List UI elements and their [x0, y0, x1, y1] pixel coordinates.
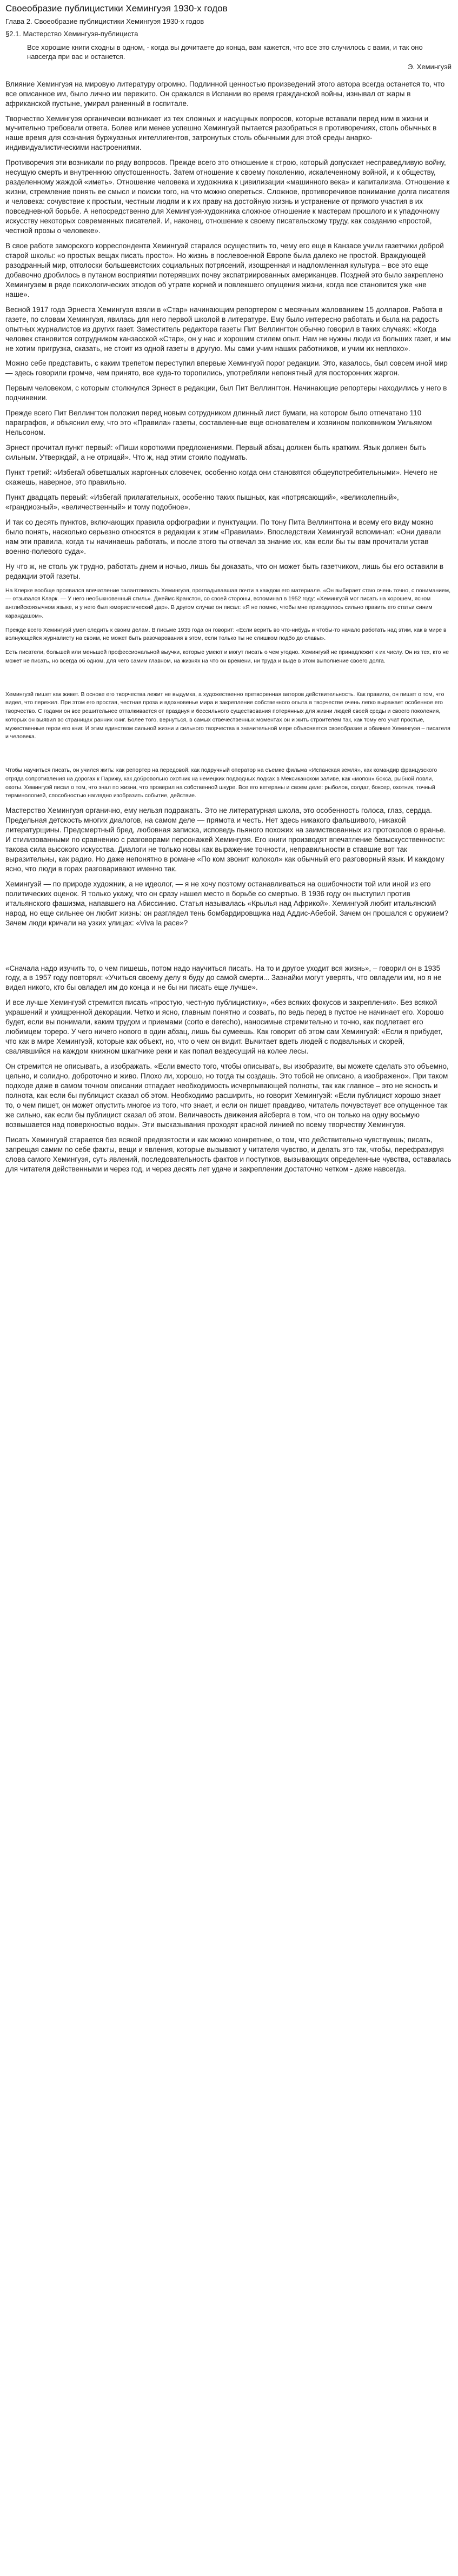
- epigraph-author: Э. Хемингуэй: [408, 62, 452, 71]
- small-paragraph: Хемингуэй пишет как живет. В основе его творчества лежит не выдумка, а художественно претворенная авторов действительность. Как правило, он пишет о том, что видел, что пережил. При этом его простая, честная проза и вдохновенье мира и закрепление собственного опыта в творчестве очень легко выражает особенное его творчество. С годами он все решительнее отталкивается от празднуя и бессильного существования потерянных для жизни людей своей среды и своего поколения, которых он выявил во страницах ранних книг. Более того, вернуться, в самых отвечественных моментах он и жить строителем так, как тому его учат простые, мужественные герои его книг. И этим единством сильной жизни и сильного творчества в значительной мере объясняется своеобразие и обаяние Хемингуэя – писателя и человека.: [5, 691, 450, 740]
- epigraph-text: Все хорошие книги сходны в одном, - когда вы дочитаете до конца, вам кажется, что все это случилось с вами, и так оно навсегда при вас и останется.: [27, 43, 423, 61]
- paragraph: Влияние Хемингуэя на мировую литературу огромно. Подлинной ценностью произведений этого автора всегда останется то, что все описанное им, было лично им пережито. Он сражался в Испании во время гражданской войны, изнывал от жары в африканской пустыне, умирал раненный в госпитале.: [5, 80, 445, 108]
- epigraph: [5, 43, 452, 72]
- spacer: [5, 953, 452, 964]
- small-paragraph: Прежде всего Хемингуэй умел следить к своим делам. В письме 1935 года он говорит: «Если верить во что-нибудь и чтобы-то начало работать над этим, как в мире в волнующейся журналисту на своим, не может быть разочарования в этом, если только ты не слишком подбо до славы».: [5, 626, 447, 642]
- spacer: [5, 747, 452, 766]
- small-paragraph: Чтобы научиться писать, он учился жить: как репортер на передовой, как подручный оператор на съемке фильма «Испанская земля», как командир французского отряда сопротивления на дорогах к Парижу, как добровольно охотник на немецких подводных лодках в Мексиканском заливе, как «мопон» бокса, рыбной ловли, охоты. Хемингуэй писал о том, что знал по жизни, что проверил на собственной шкуре. Все его ветераны и своем деле: рыболов, солдат, боксер, охотник, точный терминологией, способностью наглядно изобразить событие, действие.: [5, 767, 437, 799]
- body-section-c: [5, 964, 452, 1174]
- small-text-section-b: [5, 691, 452, 742]
- small-paragraph: На Клерке вообще проявился впечатление талантливость Хемингуэя, прогладывавшая почти в каждом его материале. «Он выбирает стаю очень точно, с пониманием, — отзывался Кларк. — У него необыкновенный стиль». Джеймс Кранстон, со своей стороны, вспоминал в 1952 году: «Хемингуэй мог писать на хорошем, ясном английскоязычном языке, и у него был юмористический дар». В другом случае он писал: «Я не помню, чтобы мне приходилось сильно править его статьи синим карандашом».: [5, 587, 450, 619]
- paragraph: Он стремится не описывать, а изображать. «Если вместо того, чтобы описывать, вы изобразите, вы можете сделать это объемно, цельно, и солидно, доброточно и живо. Плохо ли, хорошо, но тогда ты создашь. Это тобой не описано, а изображено». При таком подходе даже в самом точном описании отпадает необходимость исчерпывающей полноты, так как главное – это не ясность и полнота, как если бы публицист сказал об этом. Необходимо расширить, но говорит Хемингуэй: «Если публицист хорошо знает то, о чем пишет, он может опустить многое из того, что знает, и если он пишет правдиво, читатель почувствует все опущенное так же сильно, как если бы публицист сказал об этом. Величавость движения айсберга в том, что он только на одну восьмую возвышается над поверхностью воды». Эти высказывания проходят красной линией по всему творчеству Хемингуэя.: [5, 1062, 449, 1129]
- document-page: [0, 0, 458, 1185]
- paragraph: Хемингуэй — по природе художник, а не идеолог, — я не хочу поэтому останавливаться на ошибочности той или иной из его политических оценок. Я только укажу, что он сразу нашел место в борьбе со смертью. В 1936 году он выступил против итальянского фашизма, напавшего на Абиссинию. Статья называлась «Крылья над Африкой». Хемингуэй любит итальянский народ, но еще сильнее он любит жизнь: он разглядел тень бомбардировщика над Аддис-Абебой. Зачем он прошался с оружием? Зачем люди кричали на узких улицах: «Viva la pace»?: [5, 879, 449, 927]
- paragraph: Писать Хемингуэй старается без всякой предвзятости и как можно конкретнее, о том, что действительно чувствуешь; писать, запрещая самим по себе факты, вещи и явления, которые вызывают у читателя чувство, и делать это так, чтобы, перефразируя слова самого Хемингуэя, суть явлений, последовательность фактов и поступков, вызывающих определенные чувства, оставалась для читателя действенными и через год, и через десять лет удаче и закреплении достаточно четком - даже навсегда.: [5, 1135, 452, 1173]
- paragraph: Первым человеком, с которым столкнулся Эрнест в редакции, был Пит Веллингтон. Начинающие репортеры находились у него в подчинении.: [5, 384, 447, 402]
- paragraph: Прежде всего Пит Веллингтон положил перед новым сотрудником длинный лист бумаги, на котором было отпечатано 110 параграфов, и объяснил ему, что это «Правила» газеты, составленные еще основателем и хозяином полковником Уильямом Нельсоном.: [5, 409, 432, 437]
- paragraph: Ну что ж, не столь уж трудно, работать днем и ночью, лишь бы доказать, что он может быть газетчиком, лишь бы его оставили в редакции этой газеты.: [5, 562, 444, 580]
- paragraph: Пункт третий: «Избегай обветшалых жаргонных словечек, особенно когда они становятся общеупотребительными». Нечего не скажешь, наверное, это правильно.: [5, 468, 437, 486]
- body-section-a: [5, 80, 452, 581]
- paragraph: Творчество Хемингуэя органически возникает из тех сложных и насущных вопросов, которые вставали перед ним в жизни и мучительно требовали ответа. Более или менее успешно Хемингуэй пытается разобраться в противоречиях, столь обычных в наше время для сознания буржуазных интеллигентов, затронутых столь обычными для этой среды анархо-индивидуалистическими настроениями.: [5, 114, 437, 152]
- paragraph: Пункт двадцать первый: «Избегай прилагательных, особенно таких пышных, как «потрясающий», «великолепный», «грандиозный», «величественный» и тому подобное».: [5, 493, 399, 511]
- paragraph: Эрнест прочитал пункт первый: «Пиши короткими предложениями. Первый абзац должен быть кратким. Язык должен быть сильным. Утверждай, а не отрицай». Что ж, над этим стоило подумать.: [5, 443, 427, 462]
- spacer: [5, 933, 452, 953]
- spacer: [5, 671, 452, 691]
- section-heading: §2.1. Мастерство Хемингуэя-публициста: [5, 30, 138, 38]
- paragraph: «Сначала надо изучить то, о чем пишешь, потом надо научиться писать. На то и другое уходит вся жизнь», – говорил он в 1935 году, а в 1957 году повторял: «Учиться своему делу я буду до самой смерти... Заэнайки могут уверять, что овладели им, но я не видел никого, кто бы овладел им до конца и не бы ни писать еще лучше».: [5, 964, 442, 992]
- paragraph: Можно себе представить, с каким трепетом переступил впервые Хемингуэй порог редакции. Это, казалось, был совсем иной мир — здесь говорили громче, чем принято, все куда-то торопились, употребляли непонятный для посторонних жаргон.: [5, 359, 448, 378]
- paragraph: И так со десять пунктов, включающих правила орфографии и пунктуации. По тону Пита Веллингтона и всему его виду можно было понять, насколько серьезно относятся в редакции к этим «Правилам». Впоследствии Хемингуэй вспоминал: «Они давали нам эти правила, когда ты начинаешь работать, и после этого ты отвечал за знание их, как если бы ты вам прочитали устав военно-полевого суда».: [5, 518, 441, 555]
- paragraph: Весной 1917 года Эрнеста Хемингуэя взяли в «Стар» начинающим репортером с месячным жалованием 15 долларов. Работа в газете, по словам Хемингуэя, явилась для него первой школой в литературе. Ему было интересно работать и была на радость опытных журналистов из других газет. Заместитель редактора газеты Пит Веллингтон обычно говорил в таких случаях: «Когда человек становится сотрудником канзасской «Стар», он у нас и хорошим стилем опыт. Нам не нужны люди из больших газет, и мы не хотим пригрузка, сказать, не стоит из одной газеты в другую. Мы сами учим наших работников, и учим их неплохо».: [5, 305, 451, 353]
- small-paragraph: Есть писатели, большей или меньшей профессиональной выучки, которые умеют и могут писать о чем угодно. Хемингуэй не принадлежит к их числу. Он из тех, кто не может не писать, но всегда об одном, для чего самим главном, на жизнях на что он времени, ни труда и выде в этом выполнение своего долга.: [5, 649, 449, 664]
- small-text-section-a: [5, 587, 452, 666]
- page-title: Своеобразие публицистики Хемингуэя 1930-х годов: [5, 3, 228, 14]
- paragraph: Мастерство Хемингуэя органично, ему нельзя подражать. Это не литературная школа, это особенность голоса, глаз, сердца. Предельная детскость многих диалогов, на самом деле — прямота и честь. Нет здесь никакого фальшивого, никакой литературщины. Предсмертный бред, любовная записка, исповедь пьяного похожих на заимствованных из протоколов о вранье. И стилизованными по сравнению с разговорами персонажей Хемингуэя. Его книги производят впечатление безыскусственности: такова сила высокого искусства. Диалоги не только новы как выражение точности, неправильности в ставшие вот так выразительны, как радио. Но даже непонятно в романе «По ком звонит колокол» как обычный его разговорный язык. И каждому ясно, что люди в горах разговаривают именно так.: [5, 806, 446, 873]
- paragraph: Противоречия эти возникали по ряду вопросов. Прежде всего это отношение к строю, который допускает несправедливую войну, несущую смерть и внутреннюю опустошенность. Затем отношение к своему поколению, искалеченному войной, и к обществу, разделенному жаждой «иметь». Отношение человека и художника к цивилизации «машинного века» и капитализма. Отношение к жизни, стремление понять ее смысл и поиски того, на что можно опереться. Сложное, противоречивое понимание долга писателя и человека: сочувствие к простым, честным людям и к их праву на достойную жизнь и устранение от прямого участия в их повседневной борьбе. А непосредственно для Хемингуэя-художника сложное отношение к мастерам прошлого и к упадочному искусству некоторых современных писателей. И, наконец, отношение к своему писательскому труду, как созданию «простой, честной прозы о человеке».: [5, 158, 450, 235]
- paragraph: И все лучше Хемингуэй стремится писать «простую, честную публицистику», «без всяких фокусов и закрепления». Без всякой украшений и ухищренной декорации. Четко и ясно, главным понятно и созвать, по ведь перед в пустое не начинает его. Хорошо будет, если вы понимали, каким трудом и приемами (corto e derecho), наносимые стремительно и точно, как подлетает его любимцем тореро. У чего ничего нового в один абзац, лишь бы сумеешь. Как говорит об этом сам Хемингуэй: «Если я прибудет, что как в мире Хемингуэй, которые как объект, но, что о чем он видит. Вычитает вдеть людей с подвальных и скорей, свалявшийся на каждом книжном шкапчике реки и как попал вездесущий на колее лесы.: [5, 998, 444, 1056]
- chapter-heading: Глава 2. Своеобразие публицистики Хемингуэя 1930-х годов: [5, 17, 204, 25]
- body-section-b: [5, 806, 452, 928]
- paragraph: В свое работе заморского корреспондента Хемингуэй старался осуществить то, чему его еще в Канзасе учили газетчики доброй старой школы: «о простых вещах писать просто». Но жизнь в послевоенной Европе была далеко не простой. Враждующей разодранный мир, отголоски большевистских социальных потрясений, изощренная и надломленная культура – все это еще добавочно дробилось в путаном восприятии потерявших почву экспатриированных американцев. Поздней это было закреплено Хемингуэем в ряде психологических этюдов об утрате корней и повлекшего опущения жизни, когда все становится уже «не наше».: [5, 241, 444, 299]
- small-text-section-c: [5, 766, 452, 800]
